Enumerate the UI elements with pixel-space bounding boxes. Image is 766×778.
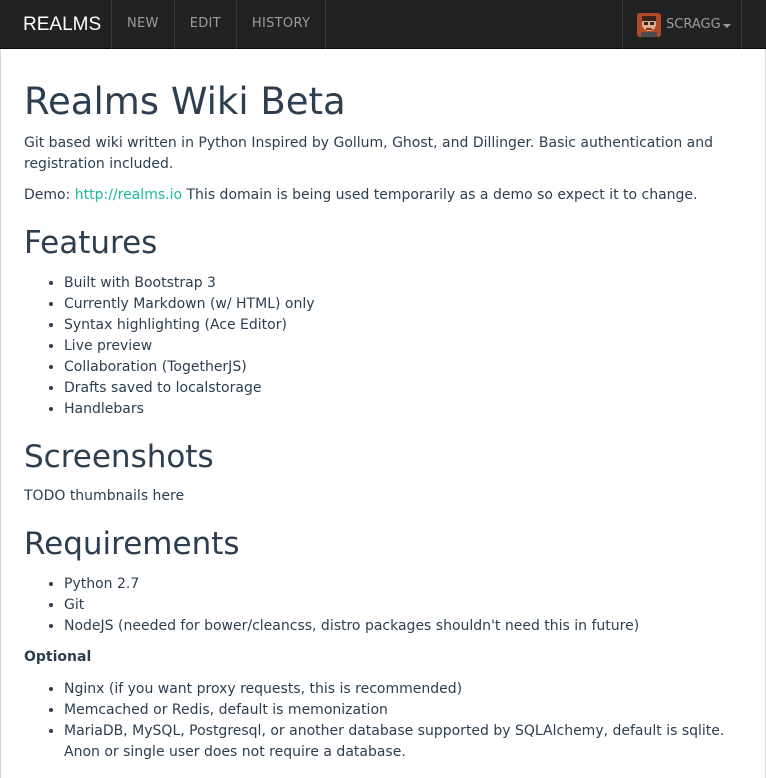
- nav-history[interactable]: HISTORY: [237, 0, 326, 49]
- optional-label: Optional: [24, 649, 92, 665]
- list-item: • Built with Bootstrap 3: [64, 273, 746, 294]
- list-item: • Drafts saved to localstorage: [64, 378, 746, 399]
- list-item: • Handlebars: [64, 399, 746, 420]
- username: SCRAGG: [666, 17, 721, 32]
- screenshots-heading: Screenshots: [24, 439, 214, 475]
- chevron-down-icon: [723, 24, 731, 28]
- demo-paragraph: [24, 185, 749, 206]
- list-item: • Memcached or Redis, default is memonization: [64, 700, 746, 721]
- demo-link[interactable]: http://realms.io: [74, 187, 183, 203]
- list-item: • NodeJS (needed for bower/cleancss, distro packages shouldn't need this in future): [64, 616, 746, 637]
- list-item: • MariaDB, MySQL, Postgresql, or another database supported by SQLAlchemy, default is sqlite. Anon or single user does not require a database.: [64, 721, 746, 763]
- list-item: • Git: [64, 595, 746, 616]
- features-list: [46, 273, 746, 420]
- features-heading: Features: [24, 225, 158, 261]
- demo-note: This domain is being used temporarily as a demo so expect it to change.: [186, 187, 698, 203]
- avatar: [637, 13, 661, 37]
- list-item: • Python 2.7: [64, 574, 746, 595]
- user-menu[interactable]: [622, 0, 742, 49]
- user-avatar-icon: [637, 13, 661, 37]
- list-item: • Currently Markdown (w/ HTML) only: [64, 294, 746, 315]
- nav-new[interactable]: NEW: [111, 0, 175, 49]
- top-navbar: [0, 0, 766, 49]
- screenshots-text: TODO thumbnails here: [24, 488, 185, 504]
- intro-paragraph: Git based wiki written in Python Inspired by Gollum, Ghost, and Dillinger. Basic authentication and registration included.: [24, 135, 713, 172]
- requirements-list: [46, 574, 746, 637]
- page-container: [0, 49, 766, 778]
- demo-prefix: Demo:: [24, 187, 71, 203]
- list-item: • Live preview: [64, 336, 746, 357]
- nav-edit[interactable]: EDIT: [175, 0, 237, 49]
- list-item: • Syntax highlighting (Ace Editor): [64, 315, 746, 336]
- optional-list: [46, 679, 746, 763]
- brand-logo[interactable]: REALMS: [23, 14, 102, 35]
- page-title: Realms Wiki Beta: [24, 80, 346, 123]
- list-item: • Nginx (if you want proxy requests, this is recommended): [64, 679, 746, 700]
- list-item: • Collaboration (TogetherJS): [64, 357, 746, 378]
- requirements-heading: Requirements: [24, 526, 240, 562]
- nav-menu: [111, 0, 326, 49]
